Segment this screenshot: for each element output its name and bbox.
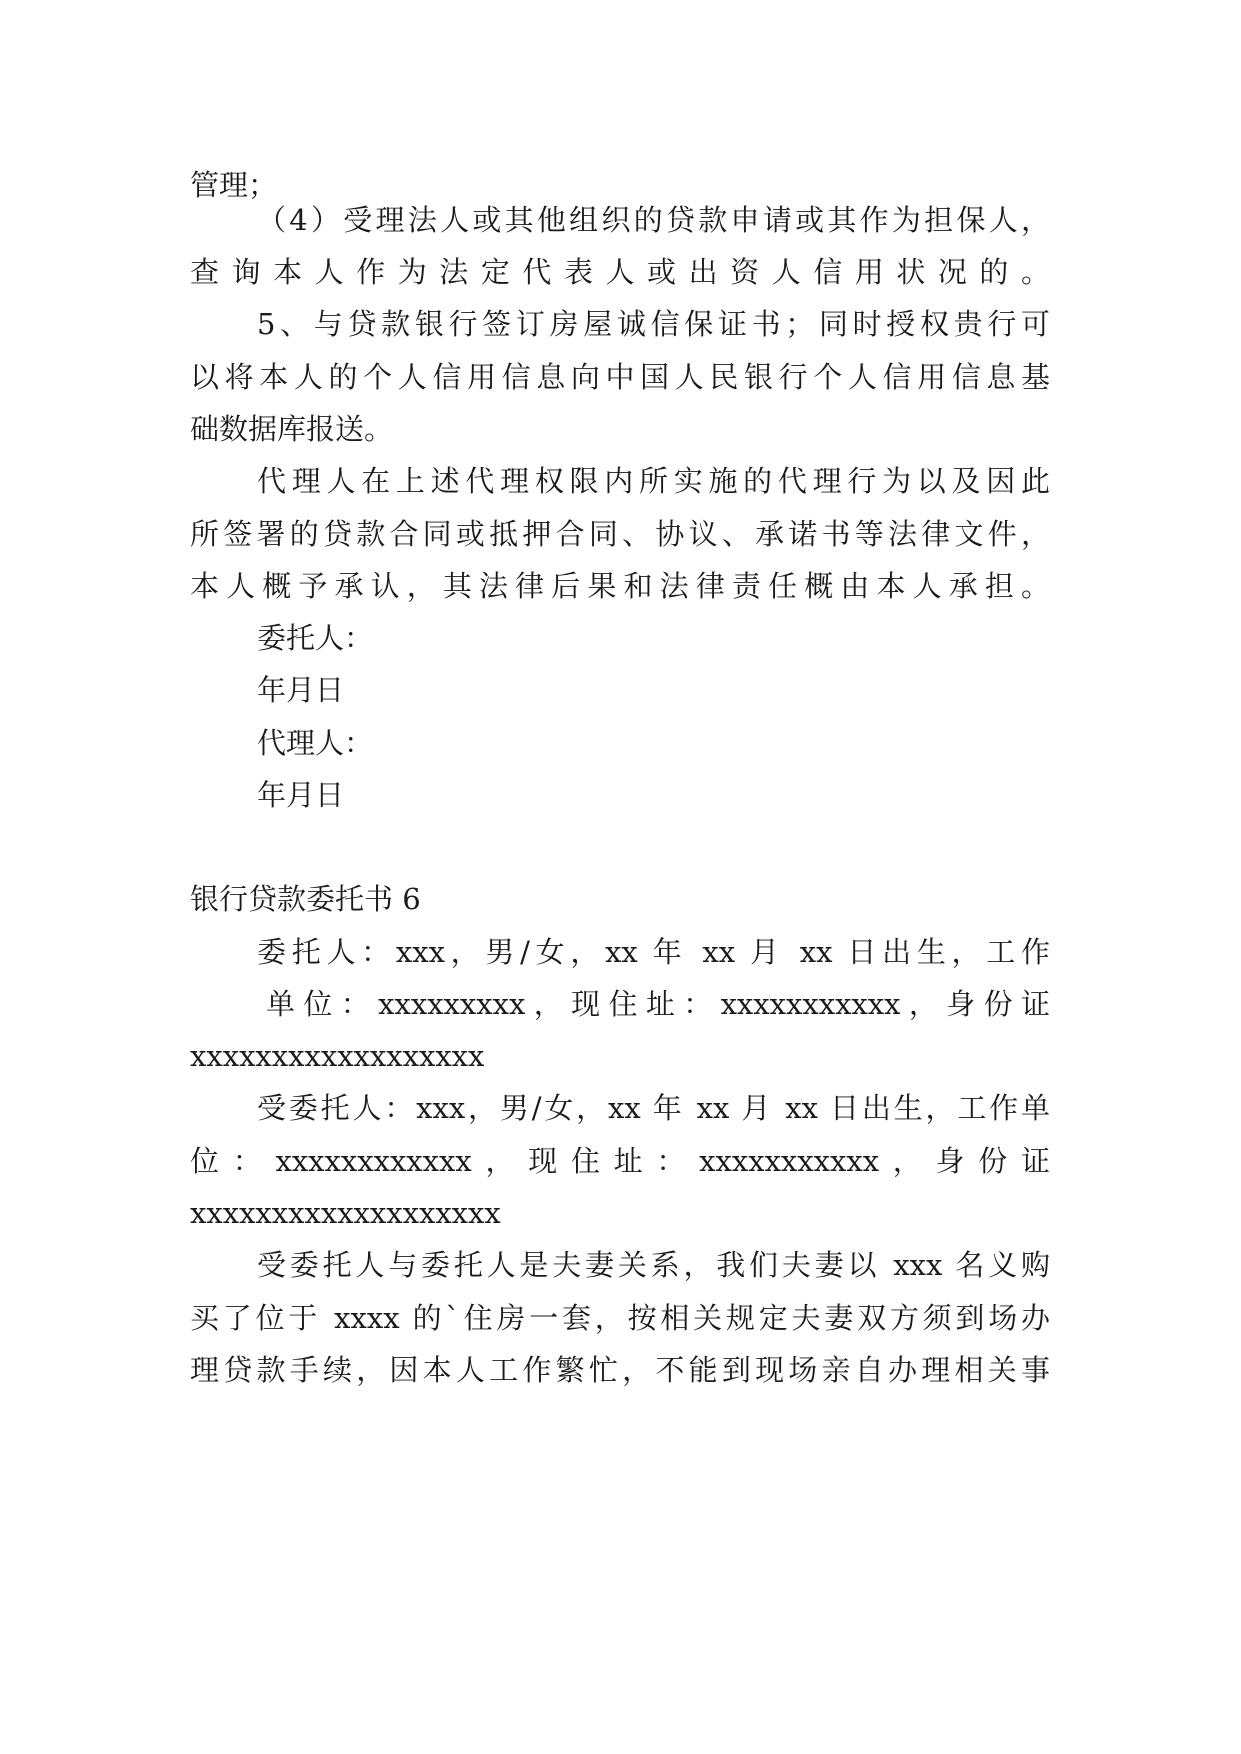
text-line: 础数据库报送。 (190, 412, 394, 446)
text-line: 位：xxxxxxxxxxxx，现住址：xxxxxxxxxxx，身份证 (190, 1144, 1050, 1178)
text-line: 委托人：xxx，男/女，xx 年 xx 月 xx 日出生，工作 (257, 935, 1050, 969)
text-line: xxxxxxxxxxxxxxxxxxx (190, 1196, 501, 1230)
text-line: xxxxxxxxxxxxxxxxxx (190, 1039, 485, 1073)
text-line: 年月日 (257, 673, 345, 707)
text-line: （4）受理法人或其他组织的贷款申请或其作为担保人， (257, 203, 1050, 237)
text-line: 以将本人的个人信用信息向中国人民银行个人信用信息基 (190, 360, 1050, 394)
section-title: 银行贷款委托书 6 (190, 882, 421, 916)
text-line: 受委托人：xxx，男/女，xx 年 xx 月 xx 日出生，工作单 (257, 1091, 1050, 1125)
text-line: 委托人： (257, 621, 374, 655)
text-line: 代理人： (257, 726, 374, 760)
text-line: 年月日 (257, 778, 345, 812)
text-line: 查询本人作为法定代表人或出资人信用状况的。 (190, 255, 1050, 289)
text-line: 管理； (190, 168, 278, 202)
text-line: 理贷款手续，因本人工作繁忙，不能到现场亲自办理相关事 (190, 1353, 1050, 1387)
text-line: 单位：xxxxxxxxx，现住址：xxxxxxxxxxx，身份证 (266, 987, 1050, 1021)
text-line: 本人概予承认，其法律后果和法律责任概由本人承担。 (190, 569, 1050, 603)
text-line: 所签署的贷款合同或抵押合同、协议、承诺书等法律文件， (190, 517, 1050, 551)
text-line: 5、与贷款银行签订房屋诚信保证书；同时授权贵行可 (257, 307, 1050, 341)
text-line: 受委托人与委托人是夫妻关系，我们夫妻以 xxx 名义购 (257, 1248, 1050, 1282)
text-line: 买了位于 xxxx 的`住房一套，按相关规定夫妻双方须到场办 (190, 1301, 1050, 1335)
text-line: 代理人在上述代理权限内所实施的代理行为以及因此 (257, 464, 1050, 498)
